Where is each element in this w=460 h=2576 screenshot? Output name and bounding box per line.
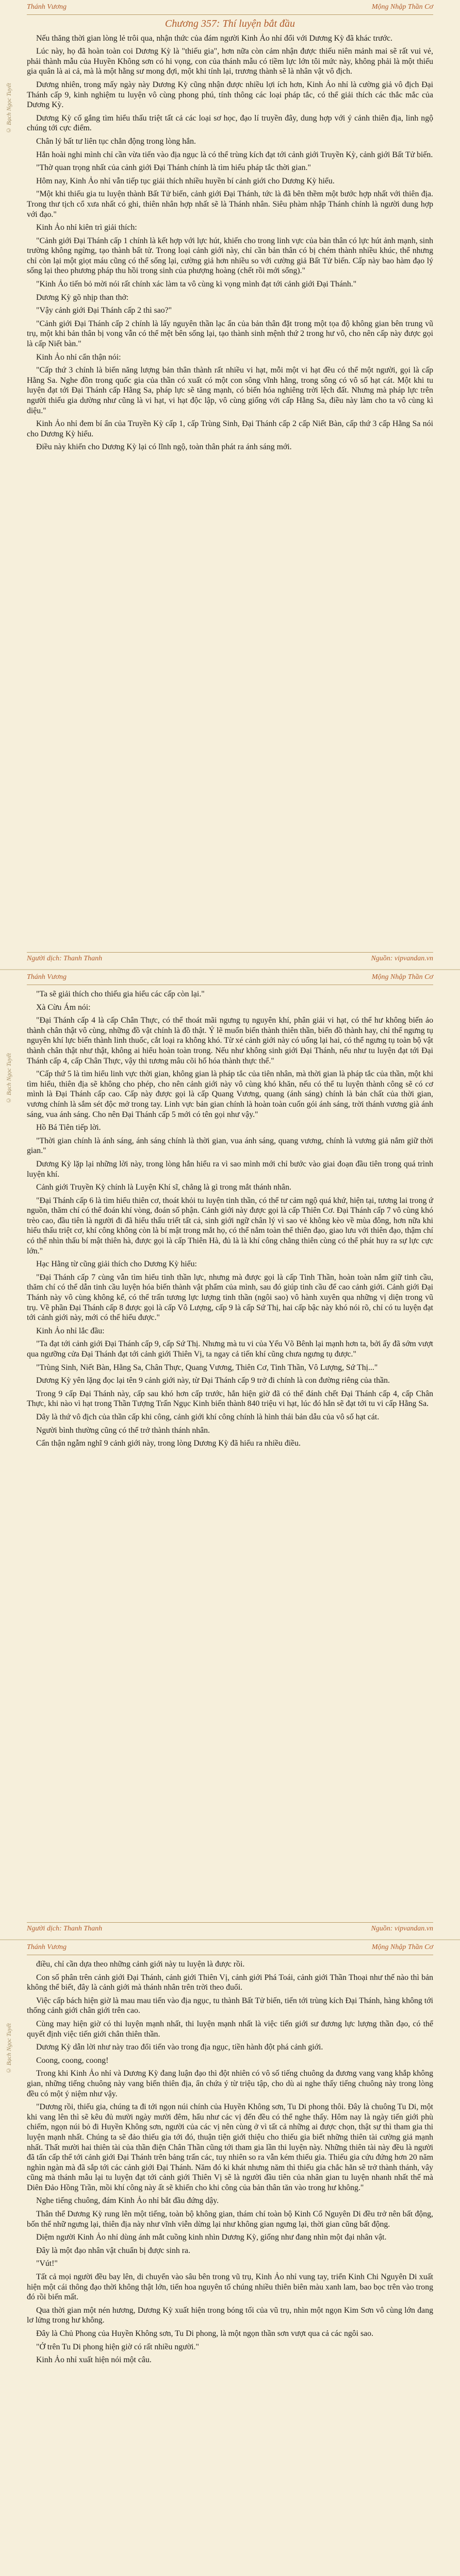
paragraph: Thân thể Dương Kỳ rung lên một tiếng, toàn bộ không gian, thám chí toàn bộ Kinh Cổ Nguyên Di đều trở nên bất động, bốn thể nhữ ngưng lại, thiên địa này như vĩnh viễn dừng lại như không gian ngưng lại, thời gian cũng bất động. (27, 2210, 433, 2229)
paragraph: "Đại Thánh cấp 7 cùng vẫn tìm hiểu tinh thần lực, nhưng mà được gọi là cấp Tinh Thần, hoàn toàn nắm giữ tinh cầu, thăm chí có thể dẫn tinh cầu luyện hóa biến thành vật phẩm của mình, sau đó giúp tinh cầu để cao cảnh giới. Cảnh giới Đại Thánh này vô cùng không kể, có thể trấn tương lực lượng tinh thần (ngôi sao) vô hành xuyên qua những vị diện trong vũ trụ. Về phần Đại Thánh cấp 8 được gọi là cấp Vô Lượng, cấp 9 là cấp Sứ Thị, hai cấp bậc này khó nói rõ, chỉ có tu luyện đạt tới cảnh giới này, mới có thể hiểu được." (27, 1273, 433, 1323)
paragraph: "Trùng Sinh, Niết Bàn, Hằng Sa, Chân Thực, Quang Vương, Thiên Cơ, Tinh Thần, Vô Lượng, Sứ Thị..." (36, 1363, 378, 1372)
paragraph: "Vút!" (36, 2259, 58, 2268)
paragraph: Đây là Chủ Phong của Huyền Không sơn, Tu Di phong, là một ngọn thần sơn vượt qua cả các ngôi sao. (36, 2329, 374, 2338)
paragraph-list (27, 989, 433, 1449)
paragraph: Trong 9 cấp Đại Thánh này, cấp sau khó hơn cấp trước, hắn hiện giờ đã có thể đánh chết Đại Thánh cấp 4, cấp Chân Thực, khi nào vì hạt trong Thần Tượng Trấn Ngục Kinh biến thành 840 triệu vi hạt, lúc đó hắn sẽ đạt tới tu vi cấp Hằng Sa. (27, 1389, 433, 1409)
page-footer (27, 952, 433, 965)
paragraph: "Đại Thánh cấp 4 là cấp Chân Thực, có thể thoát mãi ngưng tụ nguyên khí, phân giải vi hạt, có thể hư không biến ảo thành chân thật vô cùng, những đồ vật chính là đồ thật. Ý lẽ muốn biến thành thiên thần, biến đồ thành hay, chỉ thế ngưng tụ nguyên khí lực biến thành linh thuốc, cắt loại ra không khó. Từ xé cảnh giới này có uống lại hai, có thể ngưng tụ toàn bộ vật thành chân thật như thật, không ai hiểu hoàn toàn trong. Nếu như không sinh giới Đại Thánh, nếu như tu luyện đạt tới Đại Thánh cấp 4, cấp Chân Thực, vậy thì tương mâu cõi hố hóa thành thực thể." (27, 1016, 433, 1065)
paragraph: Điều này khiến cho Dương Kỳ lại có lĩnh ngộ, toàn thân phát ra ánh sáng mới. (36, 443, 292, 452)
paragraph: Dây là thứ vô địch của thần cấp khi công, cảnh giới khí công chính là hình thái bản dẫu của vô số hạt cát. (36, 1412, 380, 1421)
paragraph: Hôm nay, Kinh Ảo nhỉ vẫn tiếp tục giải thích nhiều huyền bí cảnh giới cho Dương Kỳ hiểu. (36, 176, 335, 185)
page-header (27, 1940, 433, 1955)
paragraph: Việc cấp bách hiện giờ là mau mau tiến vào địa ngục, tu thành Bất Tử biến, tiến tới trùng kích Đại Thánh, hàng không tới thống cảnh giới chân giới trên cao. (27, 1996, 433, 2015)
paragraph: Hắn hoài nghi mình chỉ cần vừa tiến vào địa ngục là có thể trùng kích đạt tới cảnh giới Truyền Kỳ, cảnh giới Bất Tử biến. (36, 150, 433, 159)
page-content (27, 989, 433, 1449)
footer-left: Người dịch: Thanh Thanh (27, 1925, 103, 1933)
page-3 (0, 1940, 460, 2576)
paragraph: Đây là một đạo nhân vật chuẩn bị được sinh ra. (36, 2246, 190, 2255)
paragraph: Dương Kỳ gõ nhịp than thở: (36, 293, 129, 302)
paragraph: Tất cả mọi người đều bay lên, di chuyển vào sâu bên trong vũ trụ, Kinh Ảo nhỉ vung tay, triển Kinh Chi Nguyên Di xuất hiện một cái thông đạo thời không thật lớn, tiến hoa nguyên tố chúng nhiều thiên biên màu xanh lam, bao bọc trên vào trong đó rồi biến mất. (27, 2273, 433, 2302)
page-footer (27, 1922, 433, 1935)
paragraph: "Một khi thiếu gia tu luyện thành Bất Tử biến, cảnh giới Đại Thánh, tức là đã bên thềm một bước hợp nhất với thiên địa. Trong thư tịch cổ xưa nhất có ghi, thiên nhân hợp nhất sẽ là Thánh nhân. Siêu phàm nhập Thánh chính là người dung hợp với đạo." (27, 190, 433, 219)
paragraph: "Thời gian chính là ánh sáng, ánh sáng chính là thời gian, vua ánh sáng, quang vương, chính là vương giả nắm giữ thời gian." (27, 1136, 433, 1156)
paragraph: Kinh Ảo nhỉ lắc đầu: (36, 1326, 105, 1335)
paragraph: Dương Kỳ dẫn lời như này trao đổi tiến vào trong địa ngục, tiền hành đột phá cảnh giới. (36, 2043, 323, 2052)
paragraph: Dương Kỳ cố gắng tìm hiểu thấu triệt tất cả các loại sơ học, đạo lí truyền đây, dung hợp với ý cảnh thiên địa, linh ngộ chúng tới cực điểm. (27, 113, 433, 133)
paragraph: "Thờ quan trọng nhất của cảnh giới Đại Thánh chính là tìm hiểu pháp tắc thời gian." (36, 163, 311, 173)
paragraph: "Cấp thứ 3 chính là biến năng lượng bản thân thành rất nhiều vi hạt, mỗi một vi hạt đều có thể một người, gọi là cấp Hằng Sa. Nghe đồn trong quốc gia của thần có xuất có một con sông vĩnh hằng, trong sông có vô số hạt cát. Một khi tu luyện đạt tới Đại Thánh cấp Hằng Sa, pháp lực sẽ tăng mạnh, có biến hóa nghiêng trời lệch đất. Nhưng mà pháp lực trên người thiếu gia dường như cũng là vi hạt, vi hạt độc lập, vô cùng giống với cấp Hằng Sa, điều này làm cho ta vô cùng kì diệu." (27, 366, 433, 415)
paragraph: "Đại Thánh cấp 6 là tìm hiểu thiên cơ, thoát khỏi tu luyện tinh thần, có thể tư cảm ngộ quá khứ, hiện tại, tương lai trong ứ nguồn, thăm chí có thể đoán khí vòng, đoán số phận. Cảnh giới này được gọi là cấp Thiên Cơ. Đại Thánh cấp 7 vô cùng khó trèo cao, đầu tiên là người đi đã hiểu thấu triết tất cả, sinh giới ngữ chân lý vì sao vẻ không kèo về mùa đông, hơn nữa khi hiểu thấu triệt cơ, khí công không còn là bí mật trong mắt họ, có thể nắm toàn thể thiên đạo, giao lưu với thiên đạo, thậm chí có thể nhìn thấu bí mật thiên hà, được gọi là cấp Thiên Hà, đủ là là khí công chẳng thiên cùng có thể phát huy ra sự lực cực lớn." (27, 1196, 433, 1256)
paragraph: "Ở trên Tu Di phong hiện giờ có rất nhiều người." (36, 2342, 199, 2351)
paragraph: Dương Kỳ yên lặng đọc lại tên 9 cảnh giới này, từ Đại Thánh cấp 9 trở đi chính là con đường riêng của thần. (36, 1376, 390, 1385)
paragraph: Cẩn thận ngẫm nghĩ 9 cảnh giới này, trong lòng Dương Kỳ đã hiểu ra nhiều điều. (36, 1439, 301, 1448)
paragraph: Người bình thường cũng có thể trở thành thánh nhân. (36, 1426, 210, 1435)
paragraph: Cùng may hiện giờ có thi luyện mạnh nhất, thi luyện mạnh nhất là việc tiến giới sư đương lực lượng thần đạo, có thể quyết định việc tiến giới chân thiên thần. (27, 2019, 433, 2039)
paragraph: "Cấp thứ 5 là tìm hiểu linh vực thời gian, không gian là pháp tắc của tiên nhân, mà thời gian là pháp tắc của thần, một khi tìm hiểu, thiên địa sẽ không cho phép, cho nên cảnh giới này vô cùng khó khăn, nếu có thể tu luyện thành công sẽ có cơ mình là Đại Thánh cấp cao. Cấp này được gọi là cấp Quang Vương, quang (ánh sáng) chính là bản chất của thời gian, vương chính là sắm sét độc mở trong tay. Linh vực bản gian chính là hoàn toàn cuốn gói ánh sáng, trời thánh vương già ánh sáng, vua ánh sáng. Cho nên Đại Thánh cấp 5 mới có tên gọi như vậy." (27, 1070, 433, 1119)
paragraph: "Kinh Ảo tiến bỏ mời nói rất chính xác làm ta vô cùng kì vọng mình đạt tới cảnh giới Đại Thánh." (36, 280, 357, 289)
page-content (27, 1959, 433, 2365)
paragraph: "Cảnh giới Đại Thánh cấp 2 chính là lấy nguyên thần lạc ẩn của bản thân đặt trong một tọa độ không gian bên trung vũ trụ, một khi bản thân bị vong vẫn có thể mệt bên sống lại, tạo thành sinh mệnh thứ 2 trong hư vô, cho nên cấp này được gọi là cấp Niết bàn." (27, 319, 433, 349)
paragraph: Kinh Ảo nhỉ đem bí ẩn của Truyền Kỳ cấp 1, cấp Trùng Sinh, Đại Thánh cấp 2 cấp Niết Bàn, cấp thứ 3 cấp Hằng Sa nói cho Dương Kỳ hiểu. (27, 419, 433, 438)
paragraph: Dương nhiên, trong mấy ngày này Dương Kỳ cũng nhận được nhiều lợi ích hơn, Kinh Ảo nhỉ là cường giả vô địch Đại Thánh cấp 9, kinh nghiệm tu luyện vô cùng phong phú, tính thông các loại pháp tắc, có thể giải thích các thắc mắc của Dương Kỳ. (27, 80, 433, 110)
footer-right: Nguồn: vipvandan.vn (371, 1925, 433, 1933)
paragraph: Hạc Hằng từ cũng giải thích cho Dương Kỳ hiểu: (36, 1260, 197, 1269)
paragraph: Con số phân trên cảnh giới Đại Thánh, cảnh giới Thiên Vị, cảnh giới Phá Toái, cảnh giới Thần Thoại như thế nào thì bản không thể biết, đây là cảnh giới mà thánh nhân trên trời theo đuổi. (27, 1973, 433, 1992)
paragraph: Cảnh giới Truyền Kỳ chính là Luyện Khí sĩ, chẳng là gì trong mắt thánh nhân. (36, 1183, 291, 1192)
paragraph: Nếu thăng thời gian lòng lẻ trôi qua, nhận thức của đám người Kinh Ảo nhỉ đổi với Dương Kỳ đã khác trước. (36, 33, 393, 43)
side-note: © Bạch Ngọc Tuyết (5, 1053, 12, 1104)
paragraph: Coong, coong, coong! (36, 2056, 109, 2065)
paragraph: Xà Cừu Ám nói: (36, 1003, 91, 1012)
header-left: Thánh Vương (27, 3, 67, 11)
paragraph: điều, chỉ cần dựa theo những cảnh giới này tu luyện là được rồi. (36, 1960, 245, 1969)
page-content (27, 19, 433, 452)
header-right: Mộng Nhập Thần Cơ (371, 3, 433, 11)
header-left: Thánh Vương (27, 1943, 67, 1951)
paragraph: Hồ Bá Tiên tiếp lời. (36, 1123, 101, 1132)
side-note: © Bạch Ngọc Tuyết (5, 83, 12, 134)
paragraph: "Ta đạt tới cảnh giới Đại Thánh cấp 9, cấp Sứ Thị. Nhưng mà tu vi của Yếu Võ Bênh lại mạnh hơn ta, bởi ấy đã sớm vượt qua ngưỡng cửa Đại Thánh đạt tới cảnh giới Thiên Vị, ta ngay cả tiến khí cũng chưa ngưng tụ được." (27, 1340, 433, 1359)
paragraph: "Ta sẽ giải thích cho thiếu gia hiểu các cấp còn lại." (36, 990, 205, 998)
paragraph: Kinh Ảo nhỉ xuất hiện nói một câu. (36, 2355, 152, 2365)
paragraph: Nghe tiếng chuông, đám Kinh Ảo nhỉ bắt đầu đứng dậy. (36, 2196, 219, 2206)
paragraph: Kinh Ảo nhỉ kiên trì giải thích: (36, 223, 137, 232)
paragraph-list (27, 33, 433, 452)
paragraph: Dương Kỳ lặp lại những lời này, trong lòng hắn hiểu ra vì sao mình mới chỉ bước vào giai đoạn đầu tiên trong quá trình luyện khí. (27, 1159, 433, 1179)
page-1 (0, 0, 460, 970)
paragraph: Chân lý bất tư liên tục chẳn động trong lòng hắn. (36, 137, 196, 146)
paragraph: "Vậy cảnh giới Đại Thánh cấp 2 thì sao?" (36, 306, 172, 315)
header-left: Thánh Vương (27, 973, 67, 981)
paragraph: Qua thời gian một nén hương, Dương Kỳ xuất hiện trong bóng tối của vũ trụ, nhìn một ngọn Kim Sơn vô cùng lớn đang lơ lửng trong hư không. (27, 2306, 433, 2325)
footer-right: Nguồn: vipvandan.vn (371, 955, 433, 962)
paragraph: "Cảnh giới Đại Thánh cấp 1 chính là kết hợp với lực hút, khiến cho trong linh vực của bản thân có lực hút ảnh mạnh, sinh trường không ngừng, tạo thành bất tử. Trong loại cảnh giới này, chỉ cần bản thân có bị chém thành nhiều khúc, thể nhưng chỉ còn lại một giọt máu cũng có thể sống lại, cường giả hơn nhiều so với cường giả Bất Tử biến. Cấp này bao hàm đạo lý sống lại theo phương pháp thu hồi trong sinh của phượng hoàng (chết rồi mới sống)." (27, 236, 433, 276)
page-header (27, 970, 433, 985)
paragraph: Kinh Ảo nhỉ cẩn thận nói: (36, 352, 121, 362)
paragraph-list (27, 1959, 433, 2365)
header-right: Mộng Nhập Thần Cơ (371, 1943, 433, 1951)
paragraph: "Dương rồi, thiếu gia, chúng ta đi tới ngọn núi chính của Huyền Không sơn, Tu Di phong thôi. Đây là chuông Tu Di, một khi vang lên thì sẽ kêu đủ mười ngày mười đêm, hẩu như các vị đến đều có thể nghe thấy. Hôm nay là ngày tiến giới phù chiếm, ngọn núi bỏ đi Huyền Không sơn, người của các vị nên cùng ở vì tất cả những ai được chọn, thật sự thì tham gia thi luyện mạnh nhất. Chúng ta sẽ đảo thiếu gia tới đó, thuận tiện giới thiệu cho thiếu gia biết những thiên tài cường giả mạnh nhất. Thất mười hai thiên tài của thần điện Chân Thần cũng tới tham gia lần thi luyện này. Những thiên tài này đều là người đã tấn cấp thể tới cảnh giới Đại Thánh trên bảng trấn các, tuy nhiên so ra vẫn kém thiếu gia. Thiếu gia cứu đứng hơn 20 năm nghìn ngàn mà đã sắp tới các cảnh giới Đại Thánh. Năm đó ki khát nhưng năm thì thiếu gia chắc hẳn sẽ trở thành thánh, vây cũng mà thánh mẫu lại tu luyện đạt tới cảnh giới Thiên Vị sẽ là người đầu tiên của nhân gian tu luyện nhanh nhất thế mà Diên Đảo Hồng Trần, mồi khí công này ất sẽ khiến cho khi công của bản thân tăn vào trong hư không." (27, 2103, 433, 2192)
header-right: Mộng Nhập Thần Cơ (371, 973, 433, 981)
side-note: © Bạch Ngọc Tuyết (5, 2023, 12, 2074)
footer-left: Người dịch: Thanh Thanh (27, 955, 103, 962)
paragraph: Diệm người Kinh Ảo nhỉ dùng ánh mắt cuồng kinh nhìn Dương Kỳ, giống như đang nhìn một đại nhân vật. (36, 2233, 387, 2242)
page-header (27, 0, 433, 15)
chapter-title: Chương 357: Thí luyện bắt đầu (165, 18, 295, 29)
paragraph: Trong khi Kinh Ảo nhỉ và Dương Kỳ đang luận đạo thì đột nhiên có vô số tiếng chuông da đương vang vang khắp không gian, những tiếng chuông này vang biến thiên địa, ẩn chứa ý từ triệu tập, cho dù ai nghe thấy tiếng chuông này trong lòng đều có một ý niệm như vậy. (27, 2069, 433, 2098)
page-2 (0, 970, 460, 1940)
paragraph: Lúc này, họ đã hoàn toàn coi Dương Kỳ là "thiếu gia", hơn nữa còn cảm nhận được thiếu niên mảnh mai sẽ rất vui vẻ, phải thành mẫu của Huyền Không sơn có hi vọng, con của thánh mẫu có tiềm lực lớn tôi mức này, không phải là một thiếu gia quân là ai cả, mà là một hằng sư mong đợi, một khi tính lại, trương thành sẽ là nhân vật vô địch. (27, 47, 433, 76)
